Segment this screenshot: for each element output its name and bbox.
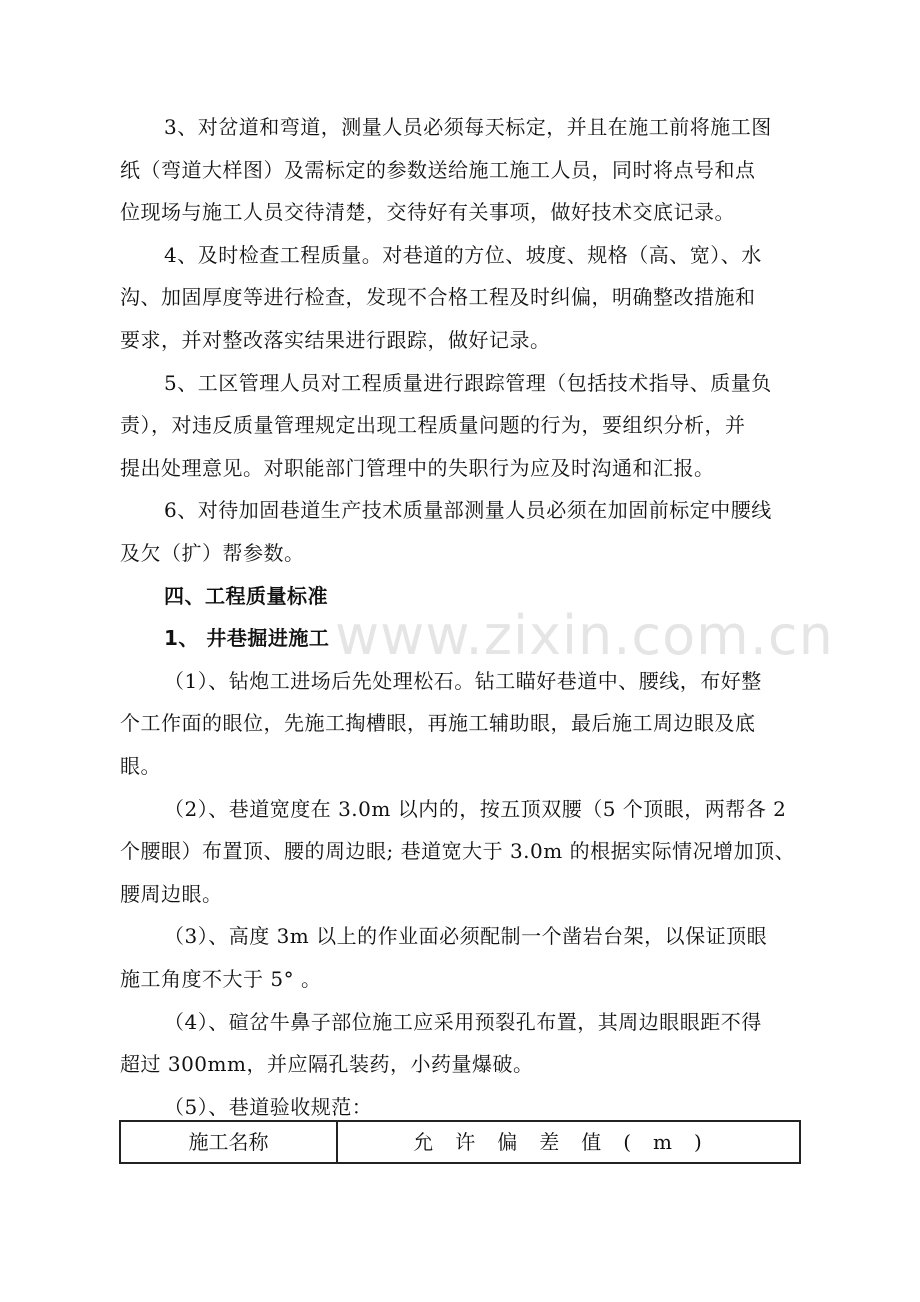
paragraph-5-line-3: 提出处理意见。对职能部门管理中的失职行为应及时沟通和汇报。 [120, 456, 715, 480]
item-1-line-2: 个工作面的眼位，先施工掏槽眼，再施工辅助眼，最后施工周边眼及底 [120, 711, 756, 735]
section-heading: 四、工程质量标准 [164, 584, 328, 608]
paragraph-3-line-2: 纸（弯道大样图）及需标定的参数送给施工施工人员，同时将点号和点 [120, 158, 756, 182]
acceptance-table [119, 1120, 801, 1164]
item-1-line-3: 眼。 [120, 754, 161, 778]
table-header-name: 施工名称 [120, 1121, 337, 1163]
item-3-line-1: （3）、高度 3m 以上的作业面必须配制一个凿岩台架，以保证顶眼 [164, 924, 768, 948]
item-4-line-1: （4）、碹岔牛鼻子部位施工应采用预裂孔布置，其周边眼眼距不得 [164, 1010, 762, 1034]
paragraph-5-line-1: 5、工区管理人员对工程质量进行跟踪管理（包括技术指导、质量负 [164, 371, 772, 395]
paragraph-6-line-1: 6、对待加固巷道生产技术质量部测量人员必须在加固前标定中腰线 [164, 498, 772, 522]
paragraph-4-line-1: 4、及时检查工程质量。对巷道的方位、坡度、规格（高、宽）、水 [164, 243, 762, 267]
item-2-line-3: 腰周边眼。 [120, 882, 223, 906]
item-4-line-2: 超过 300mm，并应隔孔装药，小药量爆破。 [120, 1052, 534, 1076]
subsection-heading: 1、 井巷掘进施工 [164, 626, 330, 650]
paragraph-5-line-2: 责），对违反质量管理规定出现工程质量问题的行为，要组织分析，并 [120, 413, 746, 437]
table-header-row [120, 1121, 800, 1163]
item-2-line-1: （2）、巷道宽度在 3.0m 以内的，按五顶双腰（5 个顶眼，两帮各 2 [164, 797, 787, 821]
item-2-line-2: 个腰眼）布置顶、腰的周边眼; 巷道宽大于 3.0m 的根据实际情况增加顶、 [120, 839, 796, 863]
watermark: www.zixin.com.cn [335, 604, 834, 667]
table-header-tolerance: 允许偏差值(m) [337, 1121, 800, 1163]
item-1-line-1: （1）、钻炮工进场后先处理松石。钻工瞄好巷道中、腰线，布好整 [164, 669, 762, 693]
item-5-line-1: （5）、巷道验收规范： [164, 1095, 373, 1119]
paragraph-3-line-1: 3、对岔道和弯道，测量人员必须每天标定，并且在施工前将施工图 [164, 115, 772, 139]
paragraph-4-line-2: 沟、加固厚度等进行检查，发现不合格工程及时纠偏，明确整改措施和 [120, 285, 756, 309]
paragraph-4-line-3: 要求，并对整改落实结果进行跟踪，做好记录。 [120, 328, 551, 352]
item-3-line-2: 施工角度不大于 5° 。 [120, 967, 322, 991]
paragraph-6-line-2: 及欠（扩）帮参数。 [120, 541, 305, 565]
paragraph-3-line-3: 位现场与施工人员交待清楚，交待好有关事项，做好技术交底记录。 [120, 200, 735, 224]
